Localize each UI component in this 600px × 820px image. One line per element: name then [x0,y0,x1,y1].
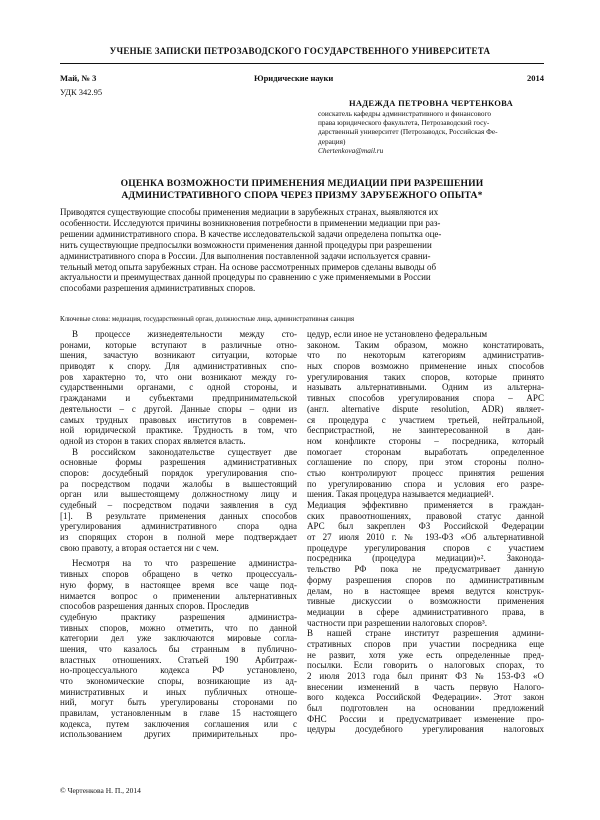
body-text-line: ной юридической практике. Трудность в том, что [60,425,297,436]
publication-year: 2014 [527,73,544,83]
body-text-line: судебный – посредством подачи заявления в суд [60,500,297,510]
body-text-line: орган или вышестоящему должностному лицу и [60,489,297,500]
abstract-line: нить существующие предпосылки возможности применения данной процедуры при разрешении [60,239,432,250]
affiliation-line: права юридического факультета, Петрозаводский госу- [318,118,490,128]
body-text-line: медиации в сфере административного права, в [307,606,544,617]
body-text-line: 2 июля 2013 года был принят ФЗ № 153-ФЗ «О [307,671,544,681]
body-text-line: властных отношениях. Статьей 190 Арбитраж- [60,654,297,665]
keywords-list: медиация, государственный орган, должностные лица, административная санкция [111,316,355,323]
body-text-line: тивных споров, можно отметить, что по данной [60,622,297,633]
body-text-line: процедуре урегулирования споров с участием [307,542,544,553]
body-text-line: стративных споров при участии посредника еще [307,638,544,649]
article-title [60,178,544,201]
body-text-line: В нашей стране институт разрешения админи- [307,628,544,639]
abstract-line: тельный метод опыта зарубежных стран. На основе рассмотренных примеров сделаны выводы об [60,261,437,272]
body-text-line: ную форму, в настоящее время все чаще под- [60,579,297,590]
body-text-line: сударственными органами, с одной стороны, и [60,382,297,393]
header-rule [60,63,544,64]
body-text-line: цедуры досудебного урегулирования налоговых [307,724,544,735]
body-text-line: ронами, которые вступают в различные отно- [60,339,297,350]
body-text-line: использованием других примирительных про- [60,729,297,740]
body-text-line: был подготовлен на основании предложений [307,703,544,714]
body-text-line: вого кодекса Российской Федерации». Этот закон [307,692,544,703]
body-text-line: гражданами и субъектами предпринимательской [60,393,297,404]
body-text-line: посредника (процедура медиации)»². Законода- [307,553,544,564]
affiliation-line: соискатель кафедры административного и финансового [318,109,492,118]
issue-row [60,73,544,85]
body-text-line: АРС был закреплен ФЗ Российской Федерации [307,521,544,532]
abstract-line: Приводятся существующие способы применения медиации в зарубежных странах, выявляются их [60,207,439,217]
body-text-line: ра посредством подачи жалобы в вышестоящий [60,478,297,489]
body-text-line: урегулирования таких споров, которые принято [307,371,544,382]
abstract-line: решении административного спора. В качестве исследовательской задачи определена попытка оце- [60,228,442,239]
body-text-line: [1]. В результате применения данных способов [60,510,297,521]
keywords-label: Ключевые слова: [60,316,111,323]
body-text-line: посылки. Если говорить о налоговых спорах, то [307,660,544,671]
body-text-line: цедур, если иное не установлено федеральным [307,329,488,339]
body-column-right [307,329,544,735]
body-text-line: приводят к спору. Для административных спо- [60,361,297,372]
abstract-line: особенности. Исследуются причины возникновения потребности в применении медиации при раз- [60,217,441,228]
abstract-line: способами разрешения административных споров. [60,283,256,294]
body-text-line: стью контролируют процесс принятия решения [307,467,544,478]
body-text-line: что экономические споры, возникающие из ад- [60,676,297,686]
title-line: ОЦЕНКА ВОЗМОЖНОСТИ ПРИМЕНЕНИЯ МЕДИАЦИИ ПРИ РАЗРЕШЕНИИ [120,178,484,189]
body-text-line: основные формы разрешения административных [60,457,297,468]
body-text-line: правилам, установленным в главе 15 настоящего [60,708,297,719]
copyright-notice: © Чертенкова Н. П., 2014 [60,786,141,795]
body-text-line: свою правоту, а вторая остается ни с чем. [60,542,219,553]
body-text-line: споров: досудебный порядок урегулирования спо- [60,467,297,478]
body-text-line: ний, могут быть урегулированы сторонами по [60,697,297,708]
body-text-line: законом. Таким образом, можно констатировать, [307,339,544,350]
body-text-line: из спорящих сторон в полной мере подтверждает [60,532,297,543]
issue-number: Май, № 3 [60,73,97,83]
body-text-line: но-процессуального кодекса РФ установлено, [60,665,297,676]
body-text-line: Медиация эффективно применяется в граждан- [307,500,544,510]
abstract [60,207,544,294]
body-text-line: (англ. alternative dispute resolution, ADR) являет- [307,403,544,414]
body-text-line: министративных и иных публичных отноше- [60,686,297,697]
section-name: Юридические науки [254,73,334,83]
journal-title: УЧЕНЫЕ ЗАПИСКИ ПЕТРОЗАВОДСКОГО ГОСУДАРСТВЕННОГО УНИВЕРСИТЕТА [109,46,491,56]
body-text-line: тивных споров обращено в четко процессуаль- [60,569,297,580]
body-text-line: тельство РФ пока не предусматривает данную [307,564,544,575]
body-text-line: шения, что казалось бы странным в публично- [60,643,297,654]
body-text-line: ся процедура с участием третьей, нейтральной, [307,414,544,425]
author-affiliation [318,109,544,155]
body-text-line: В процессе жизнедеятельности между сто- [72,329,297,339]
body-text-line: соглашение по спору, при этом стороны полно- [307,457,544,468]
body-text-line: самых трудных правовых институтов в современ- [60,414,297,425]
keywords [60,316,544,323]
body-text-line: Несмотря на то что разрешение администра- [72,558,297,569]
body-text-line: делам, но в настоящее время ведутся конструк- [307,585,544,596]
body-text-line: деятельности – с другой. Данные споры – одни из [60,403,297,414]
body-text-line: от 27 июля 2010 г. № 193-ФЗ «Об альтернативной [307,532,544,543]
body-text-line: по урегулированию спора и условия его разре- [307,478,544,489]
affiliation-line: дарственный университет (Петрозаводск, Российская Фе- [318,127,498,137]
body-text-line: ных споров возможно применение иных способов [307,361,544,372]
body-text-line: не развит, хотя уже есть определенные пред- [307,649,544,660]
body-text-line: шения. Такая процедура называется медиацией¹. [307,489,494,500]
body-text-line: форму разрешения споров по административным [307,574,544,585]
body-text-line: что по некоторым категориям административ- [307,350,544,361]
body-text-line: ном конфликте стороны – посредника, который [307,435,544,446]
body-text-line: одной из сторон в таких спорах является власть. [60,435,246,446]
title-line: АДМИНИСТРАТИВНОГО СПОРА ЧЕРЕЗ ПРИЗМУ ЗАРУБЕЖНОГО ОПЫТА* [121,189,483,201]
body-text-line: нимается вопрос о применении альтернативных [60,590,297,601]
body-text-line: судебную практику разрешения администра- [60,611,297,622]
body-text-line: частности при разрешении налоговых споров³. [307,617,487,628]
body-text-line: кодекса, путем заключения соглашения или с [60,718,297,729]
udk-code: УДК 342.95 [60,87,103,97]
author-email: Chertenkova@mail.ru [318,145,384,155]
body-text-line: внесении изменений в часть первую Налого- [307,681,544,692]
body-text-line: называть альтернативными. Одним из альтерна- [307,382,544,393]
body-column-left [60,329,297,740]
body-text-line: ФНС России и предусматривает изменение про- [307,713,544,724]
body-text-line: способов разрешения данных споров. Проследив [60,601,249,612]
body-text-line: урегулирования административного спора одна [60,521,297,532]
abstract-line: административного спора в России. Для выполнения поставленной задачи используется сравни- [60,250,431,261]
abstract-line: актуальности и преимуществах данной процедуры по сравнению с уже применяемыми в России [60,272,431,283]
body-text-line: помогает сторонам выработать определенное [307,446,544,457]
body-text-line: шения, зачастую возникают ситуации, которые [60,350,297,361]
affiliation-line: дерация) [318,136,346,146]
body-text-line: В российском законодательстве существует две [72,446,297,457]
author-name: НАДЕЖДА ПЕТРОВНА ЧЕРТЕНКОВА [348,98,514,108]
body-text-line: беспристрастной, не заинтересованной в дан- [307,425,544,436]
body-text-line: тивные дискуссии о возможности применения [307,596,544,607]
body-text-line: категории дел уже заключаются мировые согла- [60,633,297,644]
body-text-line: ских правоотношениях, правовой статус данной [307,510,544,521]
body-text-line: ров характерно то, что они возникают между го- [60,371,297,382]
body-text-line: тивных способов урегулирования спора – АРС [307,393,544,404]
